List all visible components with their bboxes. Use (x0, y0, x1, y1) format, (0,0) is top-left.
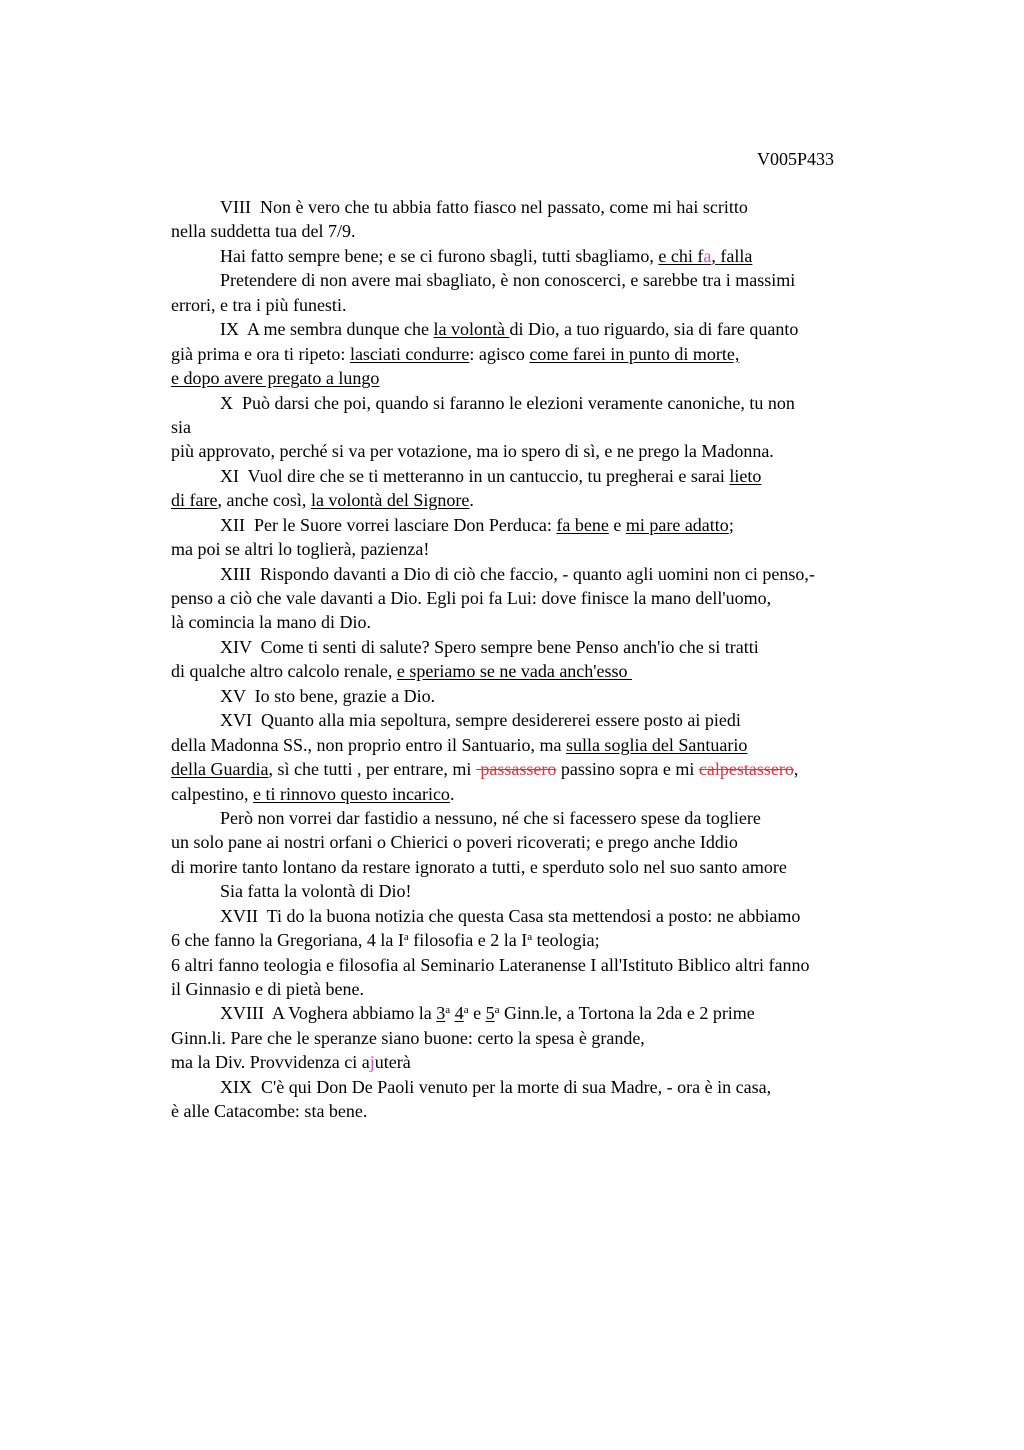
text-line: XIX C'è qui Don De Paoli venuto per la morte di sua Madre, - ora è in casa, (220, 1076, 772, 1097)
text-line (171, 928, 931, 952)
text-line (171, 464, 931, 488)
text-run: IX A me sembra dunque che (220, 319, 434, 340)
text-line: ma poi se altri lo toglierà, pazienza! (171, 539, 430, 560)
text-line: XVI Quanto alla mia sepoltura, sempre desidererei essere posto ai piedi (220, 710, 741, 731)
text-run: uterà (374, 1052, 411, 1073)
inserted-letter: a (703, 245, 712, 266)
text-run: di qualche altro calcolo renale, (171, 661, 397, 682)
text-run: , sì che tutti , per entrare, mi (268, 759, 476, 780)
underlined-text: e speriamo se ne vada anch'esso (396, 661, 633, 682)
text-run: , anche così, (217, 490, 311, 511)
text-run: XI Vuol dire che se ti metteranno in un cantuccio, tu pregherai e sarai (220, 465, 730, 486)
text-line: un solo pane ai nostri orfani o Chierici o poveri ricoverati; e prego anche Iddio (171, 832, 738, 853)
letter-body (171, 195, 931, 1124)
underlined-text: sulla soglia del Santuario (565, 734, 748, 755)
text-run: e (608, 514, 626, 535)
text-run: Ginn.le, a Tortona la 2da e 2 prime (499, 1003, 755, 1024)
struck-text: calpestassero (698, 759, 794, 780)
text-line: di morire tanto lontano da restare ignorato a tutti, e sperduto solo nel suo santo amore (171, 856, 787, 877)
text-run: . (449, 783, 455, 804)
text-line (171, 488, 931, 512)
text-run: XVIII A Voghera abbiamo la (220, 1003, 437, 1024)
text-run: , falla (711, 245, 753, 266)
superscript: a (403, 931, 409, 944)
text-line: XIV Come ti senti di salute? Spero sempre bene Penso anch'io che si tratti (220, 636, 759, 657)
text-line: XIII Rispondo davanti a Dio di ciò che faccio, - quanto agli uomini non ci penso,- (220, 563, 815, 584)
underlined-text: 5 (485, 1003, 495, 1024)
inserted-letter: j (369, 1052, 375, 1073)
text-line: là comincia la mano di Dio. (171, 612, 371, 633)
text-run: passino sopra e mi (556, 759, 699, 780)
text-run: teologia; (532, 930, 600, 951)
underlined-text: 3 (436, 1003, 446, 1024)
text-line (171, 342, 931, 366)
text-line (171, 317, 931, 341)
text-run: , (793, 759, 799, 780)
underlined-text: la volontà del Signore (310, 490, 470, 511)
text-line (171, 782, 931, 806)
text-run: di Dio, a tuo riguardo, sia di fare quanto (509, 319, 799, 340)
text-run: ; (728, 514, 734, 535)
underlined-text: di fare (171, 490, 218, 511)
text-run: : agisco (469, 343, 530, 364)
struck-text: passassero (475, 759, 557, 780)
text-run: ma la Div. Provvidenza ci a (171, 1052, 370, 1073)
text-line (171, 757, 931, 781)
underlined-text: 4 (454, 1003, 464, 1024)
text-line (171, 1050, 931, 1074)
text-line: Pretendere di non avere mai sbagliato, è non conoscerci, e sarebbe tra i massimi (220, 270, 796, 291)
text-run: calpestino, (171, 783, 253, 804)
text-run: filosofia e 2 la I (408, 930, 528, 951)
text-line: nella suddetta tua del 7/9. (171, 221, 356, 242)
text-line: Però non vorrei dar fastidio a nessuno, né che si facessero spese da togliere (220, 807, 761, 828)
text-line: VIII Non è vero che tu abbia fatto fiasco nel passato, come mi hai scritto (220, 197, 748, 217)
page-id: V005P433 (757, 149, 835, 169)
text-run: Hai fatto sempre bene; e se ci furono sbagli, tutti sbagliamo, (220, 245, 659, 266)
underlined-text: la volontà (433, 319, 510, 340)
text-line: più approvato, perché si va per votazione, ma io spero di sì, e ne prego la Madonna. (171, 441, 774, 462)
text-line: X Può darsi che poi, quando si faranno le elezioni veramente canoniche, tu non (220, 392, 795, 413)
text-line: penso a ciò che vale davanti a Dio. Egli poi fa Lui: dove finisce la mano dell'uomo, (171, 588, 772, 608)
underlined-text: mi pare adatto (625, 514, 729, 535)
superscript: a (445, 1004, 451, 1017)
text-line: XVII Ti do la buona notizia che questa Casa sta mettendosi a posto: ne abbiamo (220, 905, 801, 926)
text-line (171, 513, 931, 537)
text-run: XII Per le Suore vorrei lasciare Don Perduca: (220, 514, 557, 535)
text-run: e (468, 1003, 486, 1024)
superscript: a (494, 1004, 500, 1017)
underlined-text: della Guardia (171, 759, 269, 780)
superscript: a (527, 931, 533, 944)
text-line (171, 244, 931, 268)
text-line (171, 733, 931, 757)
text-line (171, 1001, 931, 1025)
underlined-text: lasciati condurre (349, 343, 470, 364)
text-line (171, 366, 931, 390)
underlined-text: e ti rinnovo questo incarico (252, 783, 450, 804)
text-run: e chi f (658, 245, 704, 266)
underlined-text (658, 246, 752, 266)
underlined-text: lieto (729, 465, 762, 486)
text-line: Sia fatta la volontà di Dio! (220, 881, 412, 902)
text-line: errori, e tra i più funesti. (171, 294, 347, 315)
text-line: Ginn.li. Pare che le speranze siano buone: certo la spesa è grande, (171, 1027, 645, 1048)
underlined-text: come farei in punto di morte, (529, 343, 740, 364)
text-run: 6 che fanno la Gregoriana, 4 la I (171, 930, 404, 951)
underlined-text: e dopo avere pregato a lungo (171, 368, 380, 389)
text-run: . (469, 490, 474, 511)
text-line: sia (171, 416, 191, 437)
text-line: 6 altri fanno teologia e filosofia al Seminario Lateranense I all'Istituto Biblico altri fanno (171, 954, 810, 975)
text-run: della Madonna SS., non proprio entro il Santuario, ma (171, 734, 566, 755)
text-line (171, 659, 931, 683)
text-line: è alle Catacombe: sta bene. (171, 1101, 368, 1122)
text-run: già prima e ora ti ripeto: (171, 343, 350, 364)
underlined-text: fa bene (556, 514, 609, 535)
superscript: a (463, 1004, 469, 1017)
text-line: il Ginnasio e di pietà bene. (171, 979, 364, 999)
text-line: XV Io sto bene, grazie a Dio. (220, 685, 436, 706)
